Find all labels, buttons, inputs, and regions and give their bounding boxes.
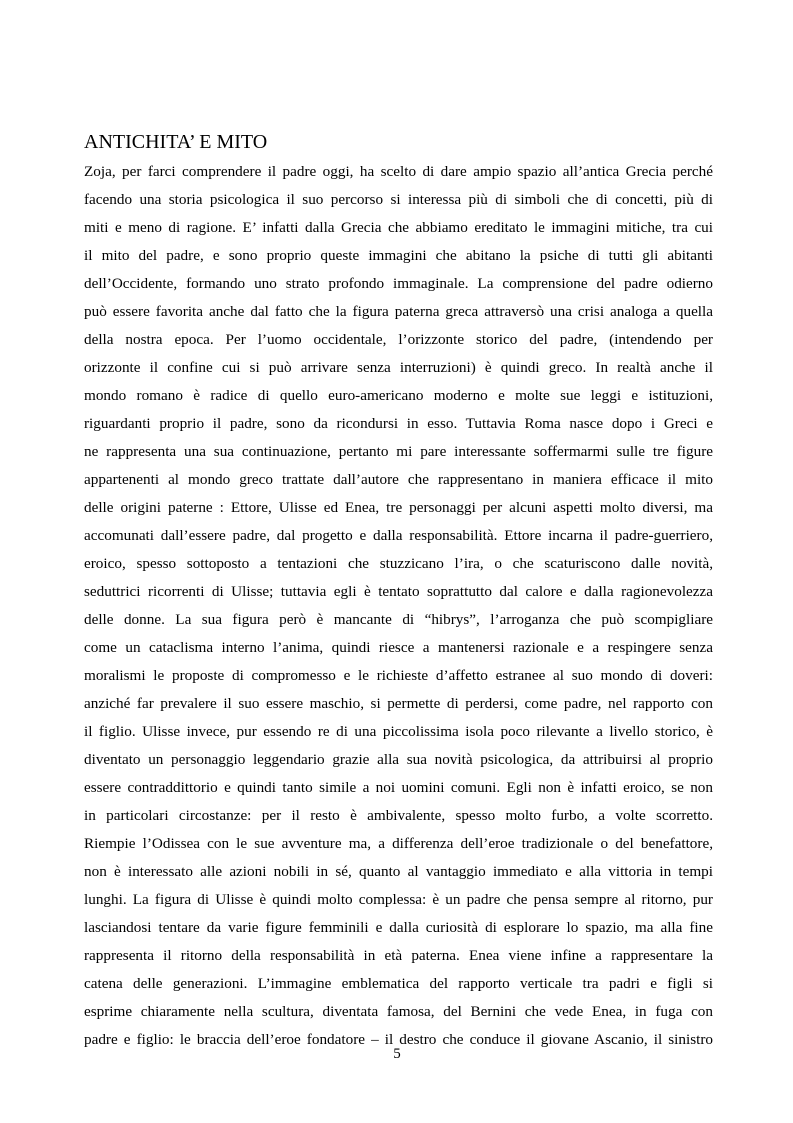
paragraph-line: lasciandosi tentare da varie figure femminili e dalla curiosità di esplorare lo spazio, ma alla fine [84, 919, 713, 936]
paragraph-line: facendo una storia psicologica il suo percorso si interessa più di simboli che di concetti, più di [84, 191, 713, 208]
paragraph-line: lunghi. La figura di Ulisse è quindi molto complessa: è un padre che pensa sempre al ritorno, pur [84, 891, 713, 908]
paragraph-line: può essere favorita anche dal fatto che la figura paterna greca attraversò una crisi analoga a quella [84, 303, 713, 320]
paragraph-line: anziché far prevalere il suo essere maschio, si permette di perdersi, come padre, nel rapporto con [84, 695, 713, 712]
paragraph-line: mondo romano è radice di quello euro-americano moderno e molte sue leggi e istituzioni, [84, 387, 713, 404]
paragraph-line: delle origini paterne : Ettore, Ulisse ed Enea, tre personaggi per alcuni aspetti molto diversi, ma [84, 499, 713, 516]
page-title: ANTICHITA’ E MITO [84, 131, 268, 153]
paragraph-line: orizzonte il confine cui si può arrivare senza interruzioni) è quindi greco. In realtà anche il [84, 359, 713, 376]
paragraph-line: appartenenti al mondo greco trattate dall’autore che rappresentano in maniera efficace il mito [84, 471, 713, 488]
paragraph-line: dell’Occidente, formando uno strato profondo immaginale. La comprensione del padre odierno [84, 275, 713, 292]
paragraph-line: eroico, spesso sottoposto a tentazioni che stuzzicano l’ira, o che scaturiscono dalle novità, [84, 555, 713, 572]
paragraph-line: riguardanti proprio il padre, sono da ricondursi in esso. Tuttavia Roma nasce dopo i Greci e [84, 415, 713, 432]
paragraph-line: catena delle generazioni. L’immagine emblematica del rapporto verticale tra padri e figli si [84, 975, 713, 992]
paragraph-line: delle donne. La sua figura però è mancante di “hibrys”, l’arroganza che può scompigliare [84, 611, 713, 628]
paragraph-line: padre e figlio: le braccia dell’eroe fondatore – il destro che conduce il giovane Ascanio, il sinistro [84, 1031, 713, 1048]
paragraph-line: non è interessato alle azioni nobili in sé, quanto al vantaggio immediato e alla vittoria in tempi [84, 863, 713, 880]
paragraph-line: moralismi le proposte di compromesso e le richieste d’affetto estranee al suo mondo di doveri: [84, 667, 713, 684]
paragraph-line: ne rappresenta una sua continuazione, pertanto mi pare interessante soffermarmi sulle tre figure [84, 443, 713, 460]
paragraph-line: seduttrici ricorrenti di Ulisse; tuttavia egli è tentato soprattutto dal calore e dalla ragionevolezza [84, 583, 713, 600]
paragraph-line: miti e meno di ragione. E’ infatti dalla Grecia che abbiamo ereditato le immagini mitiche, tra cui [84, 219, 713, 236]
paragraph-line: Riempie l’Odissea con le sue avventure ma, a differenza dell’eroe tradizionale o del benefattore, [84, 835, 713, 852]
paragraph-line: rappresenta il ritorno della responsabilità in età paterna. Enea viene infine a rappresentare la [84, 947, 713, 964]
paragraph-line: Zoja, per farci comprendere il padre oggi, ha scelto di dare ampio spazio all’antica Grecia perché [84, 163, 713, 180]
paragraph-line: come un cataclisma interno l’anima, quindi riesce a mantenersi razionale e a respingere senza [84, 639, 713, 656]
paragraph-line: diventato un personaggio leggendario grazie alla sua novità psicologica, da attribuirsi al proprio [84, 751, 713, 768]
paragraph-line: il mito del padre, e sono proprio queste immagini che abitano la psiche di tutti gli abitanti [84, 247, 713, 264]
paragraph-line: esprime chiaramente nella scultura, diventata famosa, del Bernini che vede Enea, in fuga con [84, 1003, 713, 1020]
paragraph-line: accomunati dall’essere padre, dal progetto e dalla responsabilità. Ettore incarna il padre-guerriero, [84, 527, 713, 544]
paragraph-line: essere contraddittorio e quindi tanto simile a noi uomini comuni. Egli non è infatti eroico, se non [84, 779, 713, 796]
page-number: 5 [393, 1046, 401, 1062]
paragraph-line: il figlio. Ulisse invece, pur essendo re di una piccolissima isola poco rilevante a livello storico, è [84, 723, 713, 740]
paragraph-line: della nostra epoca. Per l’uomo occidentale, l’orizzonte storico del padre, (intendendo per [84, 331, 713, 348]
paragraph-line: in particolari circostanze: per il resto è ambivalente, spesso molto furbo, a volte scorretto. [84, 807, 713, 824]
